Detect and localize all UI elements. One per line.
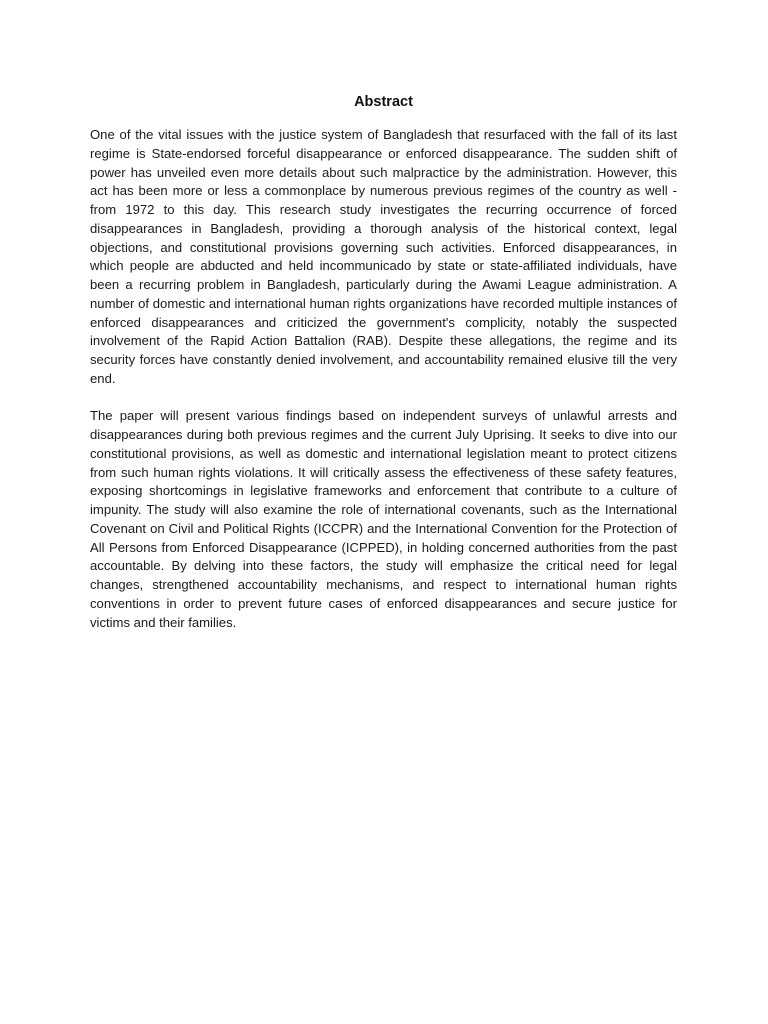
abstract-paragraph-1: One of the vital issues with the justice system of Bangladesh that resurfaced with the fall of its last regime is State-endorsed forceful disappearance or enforced disappearance. The sudden shift of power has unveiled even more details about such malpractice by the administration. However, this act has been more or less a commonplace by numerous previous regimes of the country as well - from 1972 to this day. This research study investigates the recurring occurrence of forced disappearances in Bangladesh, providing a thorough analysis of the historical context, legal objections, and constitutional provisions governing such activities. Enforced disappearances, in which people are abducted and held incommunicado by state or state-affiliated individuals, have been a recurring problem in Bangladesh, particularly during the Awami League administration. A number of domestic and international human rights organizations have recorded multiple instances of enforced disappearances and criticized the government's complicity, notably the suspected involvement of the Rapid Action Battalion (RAB). Despite these allegations, the regime and its security forces have constantly denied involvement, and accountability remained elusive till the very end.	[90, 127, 677, 386]
abstract-heading: Abstract	[354, 94, 413, 110]
document-page	[90, 93, 677, 632]
abstract-paragraph-2: The paper will present various findings based on independent surveys of unlawful arrests and disappearances during both previous regimes and the current July Uprising. It seeks to dive into our constitutional provisions, as well as domestic and international legislation meant to protect citizens from such human rights violations. It will critically assess the effectiveness of these safety features, exposing shortcomings in legislative frameworks and enforcement that contribute to a culture of impunity. The study will also examine the role of international covenants, such as the International Covenant on Civil and Political Rights (ICCPR) and the International Convention for the Protection of All Persons from Enforced Disappearance (ICPPED), in holding concerned authorities from the past accountable. By delving into these factors, the study will emphasize the critical need for legal changes, strengthened accountability mechanisms, and respect to international human rights conventions in order to prevent future cases of enforced disappearances and secure justice for victims and their families.	[90, 408, 677, 630]
